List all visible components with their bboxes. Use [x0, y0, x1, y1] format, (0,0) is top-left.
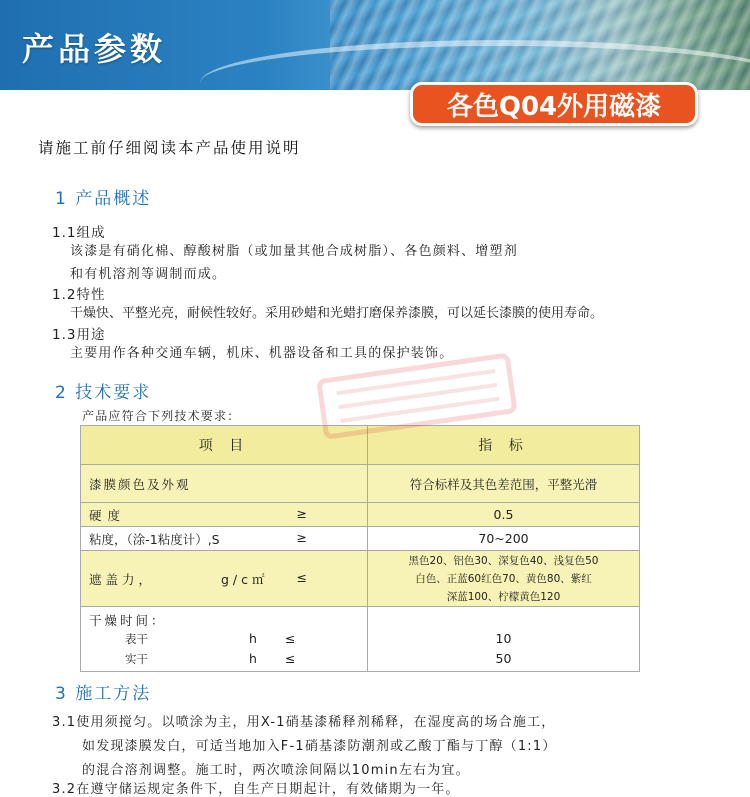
method-line-1: 3.1使用须搅匀。以喷涂为主，用X-1硝基漆稀释剂稀释，在湿度高的场合施工，	[52, 715, 556, 730]
row-value-viscosity: 70~200	[368, 527, 640, 551]
method-line-3: 的混合溶剂调整。施工时，两次喷涂间隔以10min左右为宜。	[82, 763, 470, 778]
row-value-hard-dry: 50	[495, 651, 512, 666]
row-label-viscosity: 粘度，（涂-1粘度计）,S	[89, 531, 220, 547]
row-label-color: 漆膜颜色及外观	[89, 476, 191, 492]
table-row	[81, 527, 640, 551]
header-banner	[0, 0, 750, 90]
table-row	[81, 551, 640, 607]
row-unit-hard-dry: h	[249, 651, 257, 666]
row-label-hard-dry: 实干	[125, 652, 148, 666]
row-sym-viscosity: ≥	[296, 529, 307, 545]
header-value: 指 标	[368, 426, 640, 465]
banner-title: 产品参数	[22, 30, 167, 68]
section1-heading: 1 产品概述	[55, 189, 152, 209]
features-text: 干燥快、平整光亮，耐候性较好。采用砂蜡和光蜡打磨保养漆膜，可以延长漆膜的使用寿命。	[70, 306, 604, 321]
product-name-badge: 各色Q04外用磁漆	[410, 82, 698, 126]
table-row	[81, 503, 640, 527]
row-sym-surface-dry: ≤	[285, 631, 296, 646]
row-label-dry: 干燥时间：	[89, 613, 167, 628]
row-value-cover-3: 深蓝100、柠檬黄色120	[446, 590, 561, 603]
row-value-color: 符合标样及其色差范围，平整光滑	[368, 465, 640, 503]
method-line-2: 如发现漆膜发白，可适当地加入F-1硝基漆防潮剂或乙酸丁酯与丁醇（1:1）	[82, 739, 557, 754]
row-label-surface-dry: 表干	[125, 632, 148, 646]
table-row	[81, 607, 640, 672]
sub-heading-1-3: 1.3用途	[52, 327, 106, 343]
row-value-hardness: 0.5	[368, 503, 640, 527]
row-label-cover: 遮盖力，	[89, 571, 156, 587]
method-line-4: 3.2在遵守储运规定条件下，自生产日期起计，有效储期为一年。	[52, 782, 460, 797]
row-value-cover-2: 白色、正蓝60红色70、黄色80、紫红	[415, 572, 592, 585]
row-sym-hardness: ≥	[296, 505, 307, 521]
row-sym-cover: ≤	[296, 569, 307, 585]
composition-text-2: 和有机溶剂等调制而成。	[70, 267, 227, 282]
row-value-cover-1: 黑色20、铝色30、深复色40、浅复色50	[408, 554, 599, 567]
row-unit-cover: g/c㎡	[221, 571, 269, 587]
row-value-surface-dry: 10	[495, 631, 512, 646]
sub-heading-1-1: 1.1组成	[52, 225, 106, 241]
row-label-hardness: 硬度	[89, 507, 127, 523]
row-unit-surface-dry: h	[249, 631, 257, 646]
intro-text: 请施工前仔细阅读本产品使用说明	[38, 139, 301, 157]
composition-text-1: 该漆是有硝化棉、醇酸树脂（或加量其他合成树脂）、各色颜料、增塑剂	[70, 244, 518, 259]
section3-heading: 3 施工方法	[55, 684, 152, 704]
spec-table	[80, 425, 640, 672]
sub-heading-1-2: 1.2特性	[52, 287, 106, 303]
table-row	[81, 465, 640, 503]
header-item: 项 目	[81, 426, 368, 465]
section2-heading: 2 技术要求	[55, 383, 152, 403]
spec-note: 产品应符合下列技术要求：	[82, 409, 241, 423]
usage-text: 主要用作各种交通车辆，机床、机器设备和工具的保护装饰。	[70, 346, 454, 361]
row-sym-hard-dry: ≤	[285, 651, 296, 666]
